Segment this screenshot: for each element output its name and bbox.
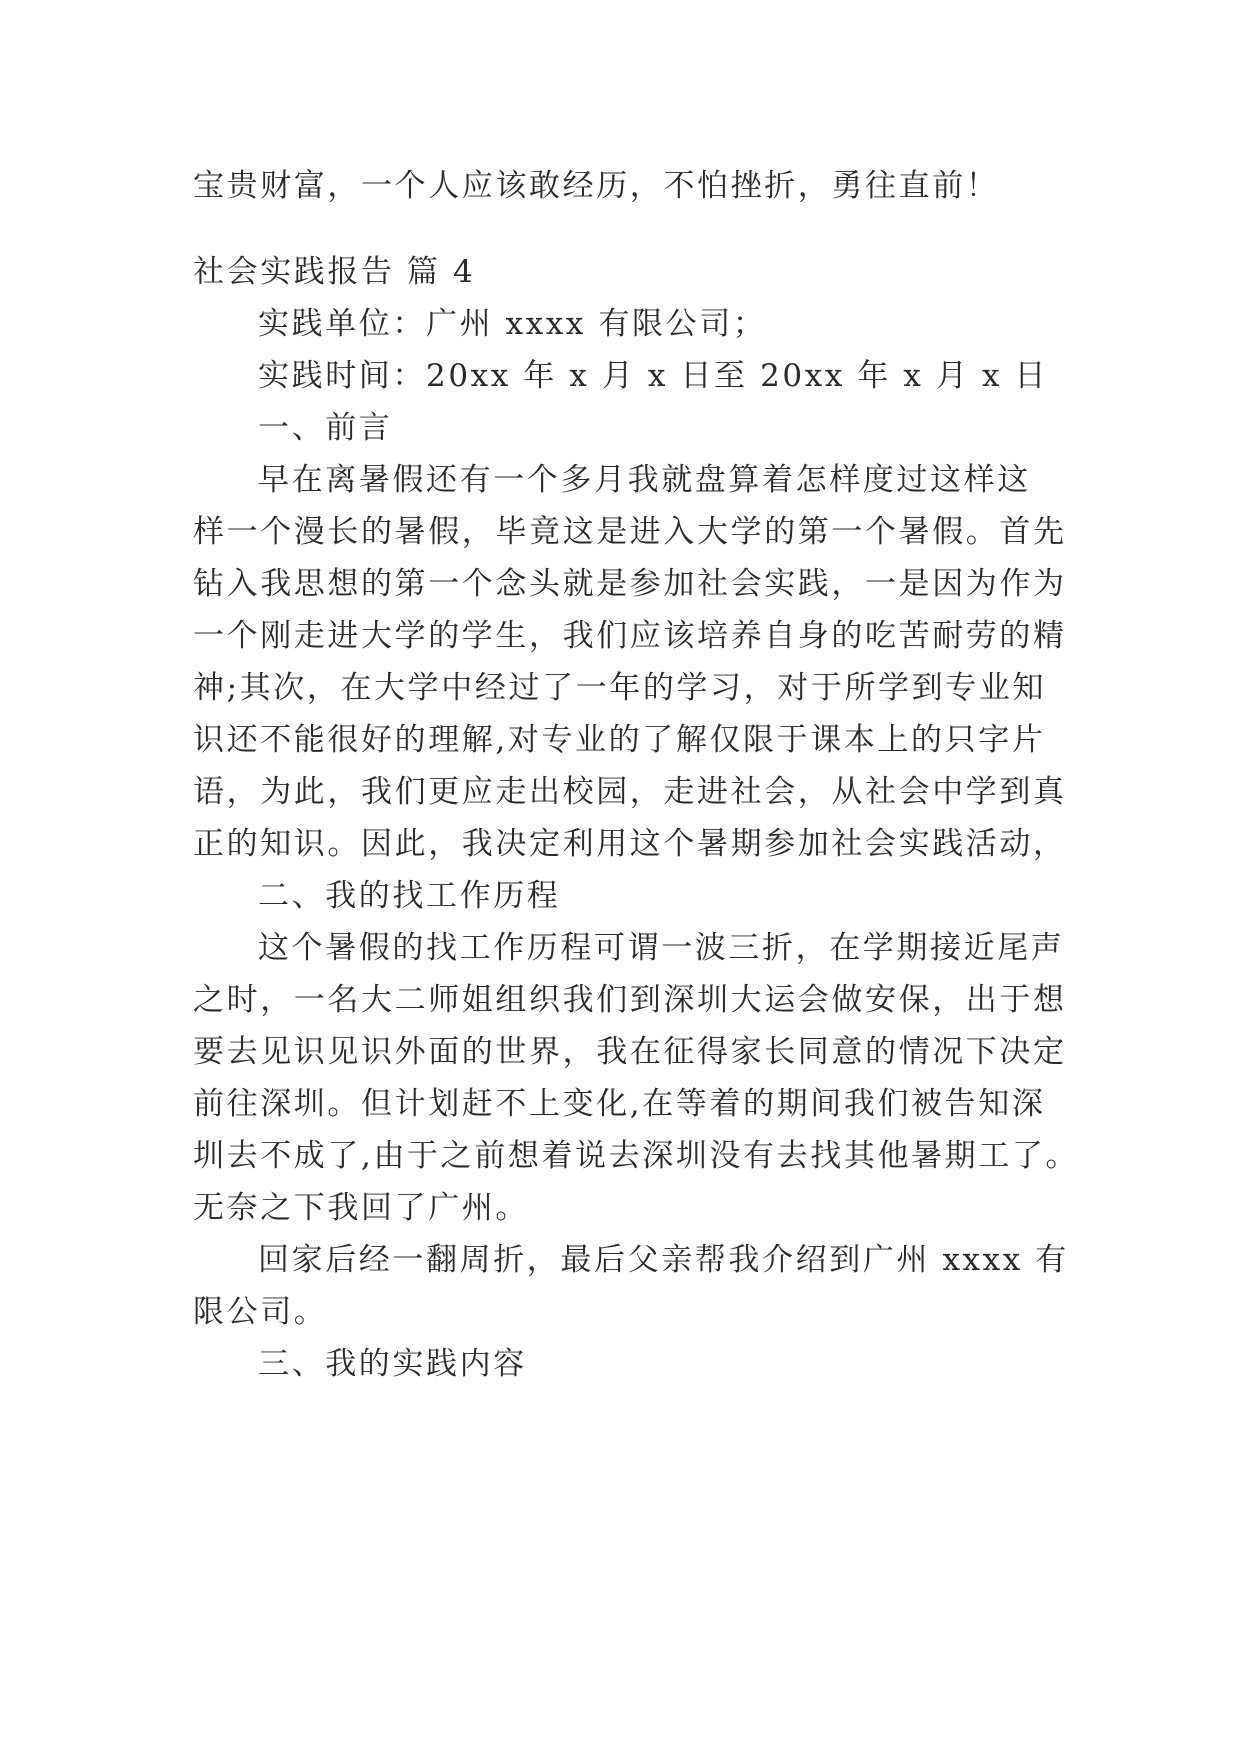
paragraph-line: 早在离暑假还有一个多月我就盘算着怎样度过这样这 <box>258 462 1031 498</box>
heading-preface: 一、前言 <box>258 410 393 446</box>
paragraph-line: 钻入我思想的第一个念头就是参加社会实践，一是因为作为 <box>193 566 1067 602</box>
paragraph-line: 圳去不成了,由于之前想着说去深圳没有去找其他暑期工了。 <box>193 1138 1080 1174</box>
paragraph-line: 神;其次，在大学中经过了一年的学习，对于所学到专业知 <box>193 670 1047 706</box>
paragraph-line: 语，为此，我们更应走出校园，走进社会，从社会中学到真 <box>193 774 1067 810</box>
paragraph-line: 前往深圳。但计划赶不上变化,在等着的期间我们被告知深 <box>193 1086 1046 1122</box>
heading-practice-content: 三、我的实践内容 <box>258 1346 527 1382</box>
paragraph-line: 之时，一名大二师姐组织我们到深圳大运会做安保，出于想 <box>193 982 1067 1018</box>
paragraph-line: 限公司。 <box>193 1294 328 1330</box>
paragraph-line: 样一个漫长的暑假，毕竟这是进入大学的第一个暑假。首先 <box>193 514 1067 550</box>
paragraph-line: 识还不能很好的理解,对专业的了解仅限于课本上的只字片 <box>193 722 1046 758</box>
paragraph-line: 这个暑假的找工作历程可谓一波三折，在学期接近尾声 <box>258 930 1065 966</box>
info-line-time: 实践时间：20xx 年 x 月 x 日至 20xx 年 x 月 x 日 <box>258 358 1049 394</box>
paragraph-line: 一个刚走进大学的学生，我们应该培养自身的吃苦耐劳的精 <box>193 618 1067 654</box>
info-line-unit: 实践单位：广州 xxxx 有限公司； <box>258 306 767 342</box>
paragraph-line: 无奈之下我回了广州。 <box>193 1190 529 1226</box>
heading-job-search: 二、我的找工作历程 <box>258 878 561 914</box>
paragraph-line: 回家后经一翻周折，最后父亲帮我介绍到广州 xxxx 有 <box>258 1242 1069 1278</box>
section-title: 社会实践报告 篇 4 <box>193 254 476 290</box>
paragraph-line: 正的知识。因此，我决定利用这个暑期参加社会实践活动， <box>193 826 1067 862</box>
paragraph-line: 要去见识见识外面的世界，我在征得家长同意的情况下决定 <box>193 1034 1067 1070</box>
paragraph-line: 宝贵财富，一个人应该敢经历，不怕挫折，勇往直前！ <box>193 168 1000 204</box>
